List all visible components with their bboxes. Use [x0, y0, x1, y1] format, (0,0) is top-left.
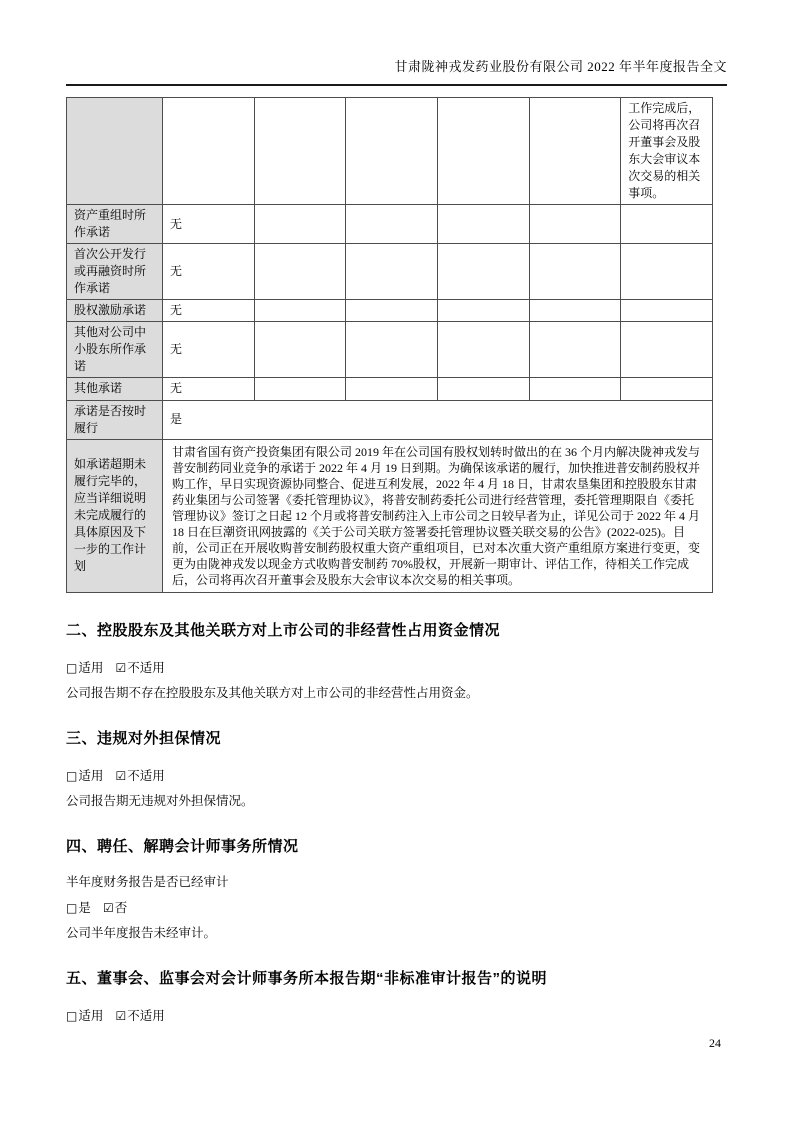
row-value-cell: 无 [163, 244, 255, 300]
empty-cell [437, 98, 529, 205]
empty-cell [346, 98, 438, 205]
empty-cell [529, 244, 621, 300]
table-row-minority-shareholders [67, 322, 713, 378]
applicability-line [66, 1006, 727, 1024]
section-title-5: 五、董事会、监事会对会计师事务所本报告期“非标准审计报告”的说明 [66, 970, 548, 988]
empty-cell [254, 98, 346, 205]
option-not-applicable [115, 1009, 164, 1023]
checkbox-checked-icon: ☑ [115, 1009, 127, 1024]
row-label-cell: 股权激励承诺 [67, 300, 163, 322]
empty-cell [529, 98, 621, 205]
empty-cell [254, 378, 346, 400]
option-label: 适用 [78, 1009, 104, 1024]
row-label-cell: 承诺是否按时履行 [67, 400, 163, 439]
row-label-cell: 其他承诺 [67, 378, 163, 400]
row-label-cell: 如承诺超期未履行完毕的，应当详细说明未完成履行的具体原因及下一步的工作计划 [67, 439, 163, 593]
table-row-other-commitments [67, 378, 713, 400]
checkbox-unchecked-icon: □ [66, 901, 78, 916]
row-value-cell: 无 [163, 205, 255, 244]
applicability-line [66, 898, 727, 916]
empty-cell [529, 205, 621, 244]
audit-question: 半年度财务报告是否已经审计 [66, 875, 229, 890]
section-note: 公司报告期不存在控股股东及其他关联方对上市公司的非经营性占用资金。 [66, 686, 479, 701]
option-no [103, 901, 127, 915]
row-label-cell: 资产重组时所作承诺 [67, 205, 163, 244]
option-label: 不适用 [127, 769, 165, 784]
empty-cell [621, 322, 713, 378]
empty-cell [346, 322, 438, 378]
applicability-line [66, 658, 727, 676]
empty-cell [346, 205, 438, 244]
row-value-cell: 无 [163, 378, 255, 400]
section-title-4: 四、聘任、解聘会计师事务所情况 [66, 838, 299, 856]
option-label: 否 [114, 901, 128, 916]
empty-cell [621, 300, 713, 322]
section-title-2: 二、控股股东及其他关联方对上市公司的非经营性占用资金情况 [66, 622, 501, 640]
empty-cell [437, 322, 529, 378]
option-not-applicable [115, 661, 164, 675]
empty-cell [254, 300, 346, 322]
row-value-cell: 无 [163, 322, 255, 378]
row-value-cell: 甘肃省国有资产投资集团有限公司 2019 年在公司国有股权划转时做出的在 36 个月内解决陇神戎发与普安制药同业竞争的承诺于 2022 年 4 月 19 日到期。为确保该承诺的履行，加快推进普安制药股权并购工作，早日实现资源协同整合、促进互利发展，2022 年 4 月 18 日，甘肃农垦集团和控股股东甘肃药业集团与公司签署《委托管理协议》，将普安制药委托公司进行经营管理，委托管理期限自《委托管理协议》签订之日起 12 个月或将普安制药注入上市公司之日较早者为止，详见公司于 2022 年 4 月 18 日在巨潮资讯网披露的《关于公司关联方签署委托管理协议暨关联交易的公告》(2022-025)。目前，公司正在开展收购普安制药股权重大资产重组项目，已对本次重大资产重组原方案进行变更，变更为由陇神戎发以现金方式收购普安制药 70%股权，开展新一期审计、评估工作，待相关工作完成后，公司将再次召开董事会及股东大会审议本次交易的相关事项。 [163, 439, 713, 593]
table-row-continuation [67, 98, 713, 205]
option-label: 适用 [78, 769, 104, 784]
page-number: 24 [709, 1036, 721, 1050]
table-row-ipo-refinancing [67, 244, 713, 300]
applicability-line [66, 766, 727, 784]
empty-cell [163, 98, 255, 205]
option-not-applicable [115, 769, 164, 783]
empty-cell [529, 300, 621, 322]
row-label-cell [67, 98, 163, 205]
empty-cell [437, 378, 529, 400]
option-yes [66, 901, 91, 915]
empty-cell [437, 244, 529, 300]
option-applicable [66, 1009, 103, 1023]
option-applicable [66, 769, 103, 783]
empty-cell [437, 300, 529, 322]
option-applicable [66, 661, 103, 675]
table-row-asset-restructuring [67, 205, 713, 244]
checkbox-unchecked-icon: □ [66, 661, 78, 676]
empty-cell [254, 205, 346, 244]
empty-cell [529, 322, 621, 378]
row-label-cell: 其他对公司中小股东所作承诺 [67, 322, 163, 378]
table-row-fulfilled-on-time [67, 400, 713, 439]
document-header-title: 甘肃陇神戎发药业股份有限公司 2022 年半年度报告全文 [394, 59, 727, 74]
table-row-overdue-explanation [67, 439, 713, 593]
row-value-cell: 无 [163, 300, 255, 322]
empty-cell [529, 378, 621, 400]
commitments-table [66, 97, 713, 593]
option-label: 适用 [78, 661, 104, 676]
empty-cell [254, 322, 346, 378]
empty-cell [346, 244, 438, 300]
checkbox-checked-icon: ☑ [102, 901, 114, 916]
document-header [66, 0, 727, 86]
option-label: 不适用 [127, 661, 165, 676]
section-title-3: 三、违规对外担保情况 [66, 730, 222, 748]
empty-cell [346, 300, 438, 322]
empty-cell [437, 205, 529, 244]
checkbox-unchecked-icon: □ [66, 769, 78, 784]
table-row-equity-incentive [67, 300, 713, 322]
option-label: 不适用 [127, 1009, 165, 1024]
section-note: 公司报告期无违规对外担保情况。 [66, 794, 254, 809]
checkbox-unchecked-icon: □ [66, 1009, 78, 1024]
option-label: 是 [78, 901, 91, 916]
empty-cell [621, 378, 713, 400]
checkbox-checked-icon: ☑ [115, 769, 127, 784]
empty-cell [254, 244, 346, 300]
row-value-cell: 是 [163, 400, 713, 439]
row-label-cell: 首次公开发行或再融资时所作承诺 [67, 244, 163, 300]
empty-cell [346, 378, 438, 400]
section-note: 公司半年度报告未经审计。 [66, 926, 217, 941]
empty-cell [621, 205, 713, 244]
checkbox-checked-icon: ☑ [115, 661, 127, 676]
empty-cell [621, 244, 713, 300]
note-cell: 工作完成后，公司将再次召开董事会及股东大会审议本次交易的相关事项。 [621, 98, 713, 205]
